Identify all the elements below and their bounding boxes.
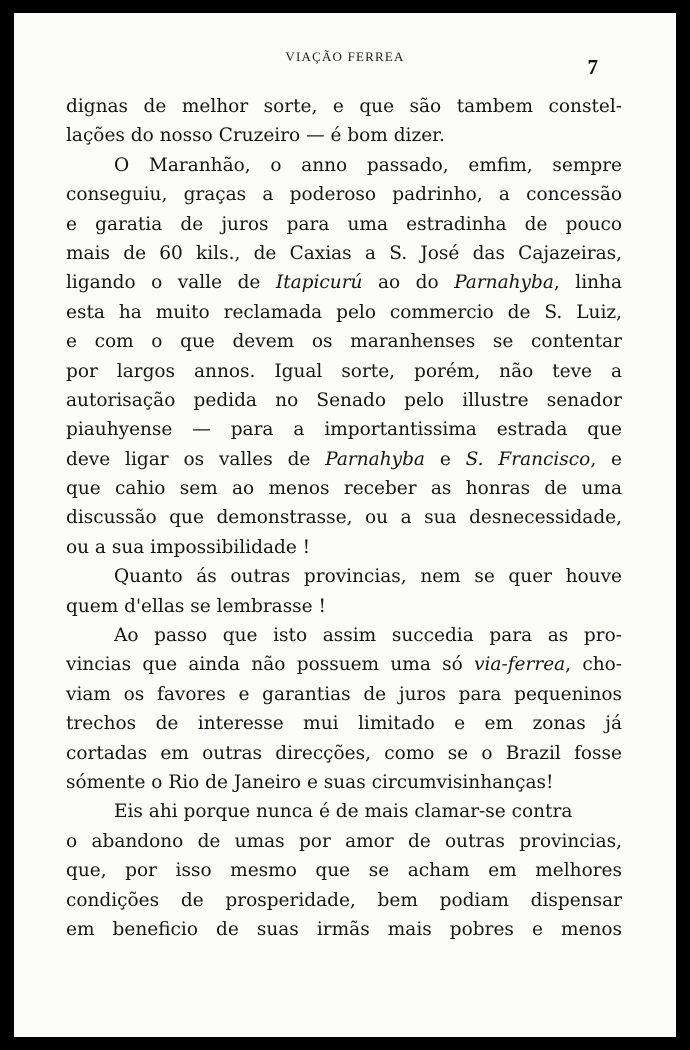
text-line: esta ha muito reclamada pelo commercio de S. Luiz, xyxy=(66,301,622,323)
text-run: ligando o valle de xyxy=(66,272,276,294)
text-run: , cho- xyxy=(565,654,622,676)
text-line: quem d'ellas se lembrasse ! xyxy=(66,595,326,617)
text-run: deve ligar os valles de xyxy=(66,448,326,470)
text-line: viam os favores e garantias de juros para pequeninos xyxy=(66,683,622,705)
text-line: conseguiu, graças a poderoso padrinho, a concessão xyxy=(66,184,622,206)
text-line: que, por isso mesmo que se acham em melhores xyxy=(66,860,622,882)
text-line: sómente o Rio de Janeiro e suas circumvisinhanças! xyxy=(66,771,554,793)
text-line: em beneficio de suas irmãs mais pobres e menos xyxy=(66,918,622,940)
text-run: e xyxy=(424,448,466,470)
text-line: cortadas em outras direcções, como se o Brazil fosse xyxy=(66,742,622,764)
text-line: piauhyense — para a importantissima estrada que xyxy=(66,419,622,441)
text-line: e garatia de juros para uma estradinha de pouco xyxy=(66,213,622,235)
text-line xyxy=(66,268,622,297)
text-line: autorisação pedida no Senado pelo illustre senador xyxy=(66,389,622,411)
running-title: VIAÇÃO FERREA xyxy=(285,49,405,64)
text-line xyxy=(66,445,622,474)
text-line: ou a sua impossibilidade ! xyxy=(66,536,311,558)
text-line: o abandono de umas por amor de outras provincias, xyxy=(66,830,622,852)
paragraph-start-line: Ao passo que isto assim succedia para as pro- xyxy=(114,625,622,647)
page-number: 7 xyxy=(587,55,598,79)
italic-place-name: Parnahyba xyxy=(454,272,554,294)
paragraph-start-line: Quanto ás outras provincias, nem se quer houve xyxy=(114,566,622,588)
text-run: vincias que ainda não possuem uma só xyxy=(66,654,475,676)
paragraph-start-line: O Maranhão, o anno passado, emfim, sempre xyxy=(114,154,622,176)
text-line: lações do nosso Cruzeiro — é bom dizer. xyxy=(66,125,445,147)
text-run: , linha xyxy=(553,272,622,294)
body-text xyxy=(66,92,622,944)
text-line: condições de prosperidade, bem podiam dispensar xyxy=(66,889,622,911)
text-run: ao do xyxy=(362,272,455,294)
text-line: e com o que devem os maranhenses se contentar xyxy=(66,331,622,353)
text-line: que cahio sem ao menos receber as honras de uma xyxy=(66,478,622,500)
text-line: discussão que demonstrasse, ou a sua desnecessidade, xyxy=(66,507,622,529)
text-line: trechos de interesse mui limitado e em zonas já xyxy=(66,713,622,735)
italic-place-name: S. Francisco xyxy=(465,448,591,470)
text-line xyxy=(66,650,622,679)
text-line: por largos annos. Igual sorte, porém, não teve a xyxy=(66,360,622,382)
book-page xyxy=(14,13,676,1037)
italic-place-name: Itapicurú xyxy=(275,272,363,294)
paragraph-start-line: Eis ahi porque nunca é de mais clamar-se contra xyxy=(114,801,573,823)
text-line: dignas de melhor sorte, e que são tambem constel- xyxy=(66,96,622,117)
text-line: mais de 60 kils., de Caxias a S. José das Cajazeiras, xyxy=(66,242,622,264)
italic-place-name: Parnahyba xyxy=(325,448,425,470)
text-run: , e xyxy=(590,448,623,470)
italic-term: via-ferrea xyxy=(474,654,566,676)
